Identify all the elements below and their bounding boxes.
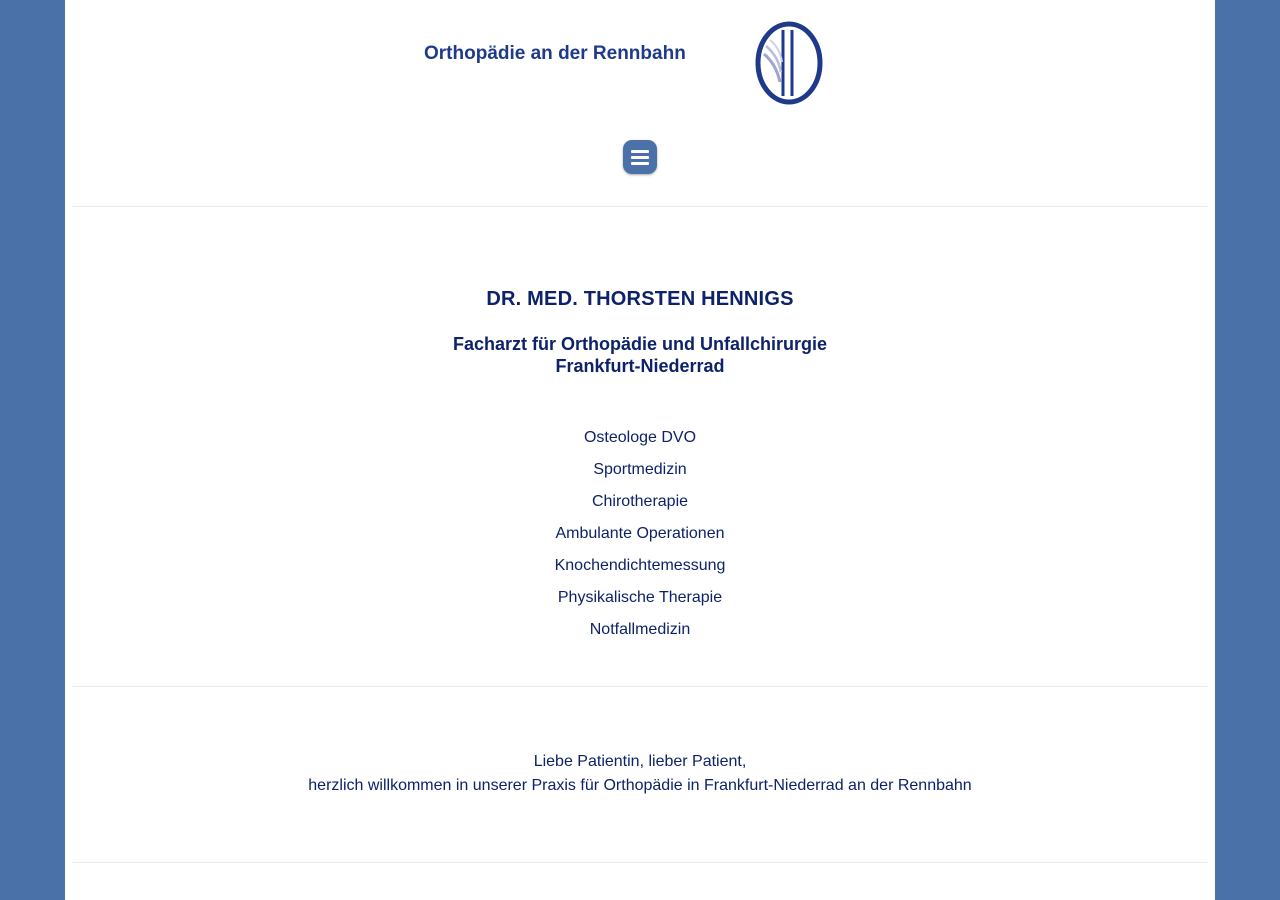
specialty-heading <box>65 333 1215 377</box>
service-item: Osteologe DVO <box>583 429 697 446</box>
section-divider <box>72 686 1208 687</box>
section-divider <box>72 206 1208 207</box>
services-list <box>65 425 1215 649</box>
welcome-intro: herzlich willkommen in unserer Praxis für Orthopädie in Frankfurt-Niederrad an der Rennbahn <box>308 777 972 794</box>
doctor-name: DR. MED. THORSTEN HENNIGS <box>486 288 794 310</box>
site-header <box>65 0 1215 207</box>
specialty-location: Frankfurt-Niederrad <box>555 356 725 376</box>
welcome-message <box>65 750 1215 798</box>
service-item: Knochendichtemessung <box>554 557 726 574</box>
logo-text[interactable]: Orthopädie an der Rennbahn <box>424 43 686 64</box>
service-item: Physikalische Therapie <box>557 589 723 606</box>
section-divider <box>72 862 1208 863</box>
specialty-title: Facharzt für Orthopädie und Unfallchirurgie <box>452 334 828 354</box>
service-item: Sportmedizin <box>593 461 687 478</box>
service-item: Chirotherapie <box>591 493 689 510</box>
service-item: Ambulante Operationen <box>555 525 725 542</box>
service-item: Notfallmedizin <box>589 621 691 638</box>
menu-button[interactable] <box>623 140 657 174</box>
oval-bone-logo-icon[interactable] <box>754 20 824 106</box>
page-container <box>65 0 1215 900</box>
welcome-greeting: Liebe Patientin, lieber Patient, <box>533 753 747 770</box>
